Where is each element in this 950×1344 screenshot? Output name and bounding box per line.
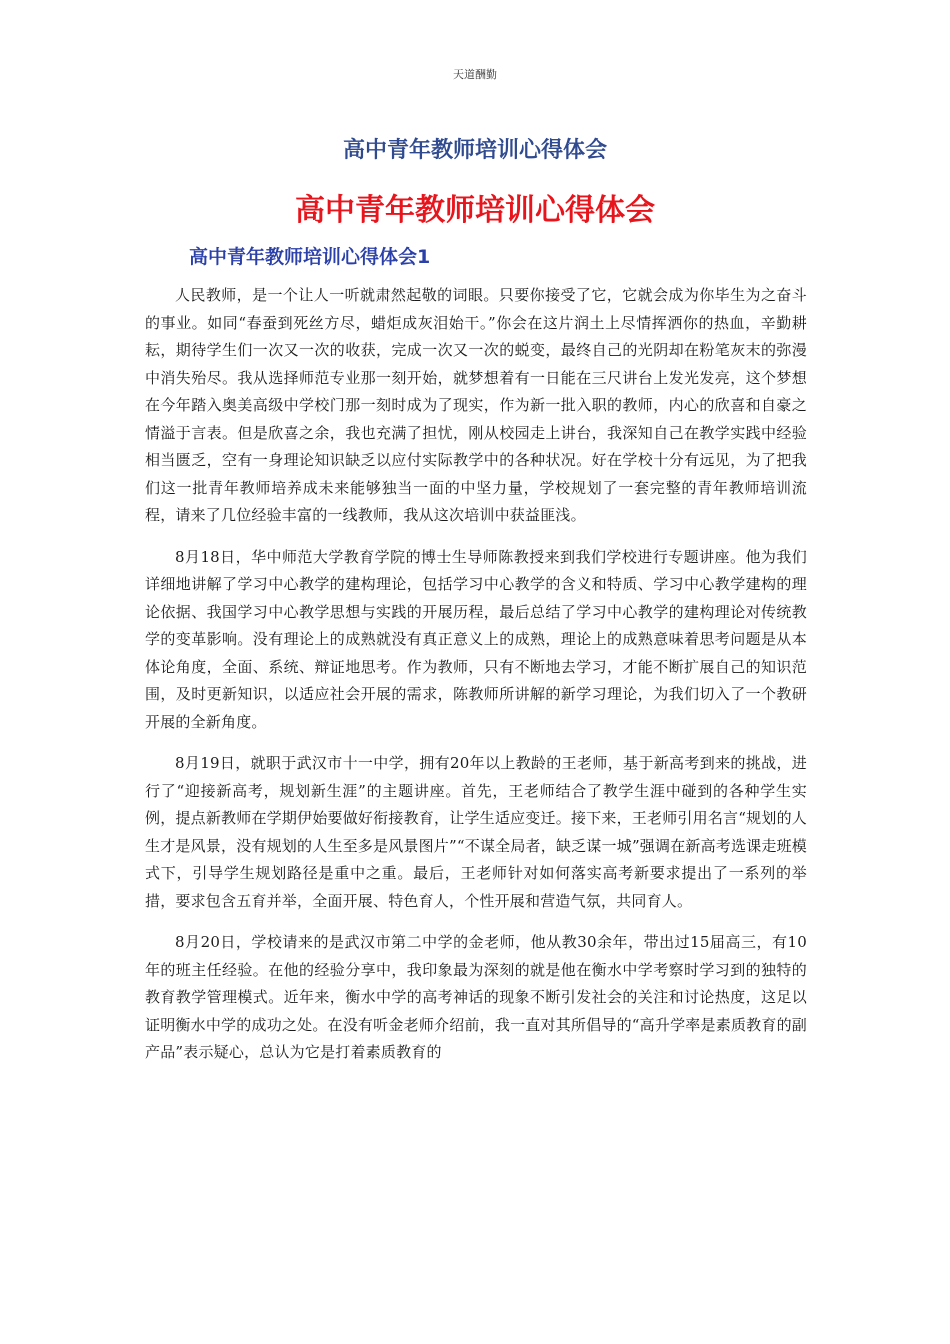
header-note: 天道酬勤	[453, 68, 497, 81]
document-body	[145, 282, 807, 1081]
document-title-small: 高中青年教师培训心得体会	[342, 138, 607, 163]
paragraph: 8月20日，学校请来的是武汉市第二中学的金老师，他从教30余年，带出过15届高三，有10年的班主任经验。在他的经验分享中，我印象最为深刻的就是他在衡水中学考察时学习到的独特的教育教学管理模式。近年来，衡水中学的高考神话的现象不断引发社会的关注和讨论热度，这足以证明衡水中学的成功之处。在没有听金老师介绍前，我一直对其所倡导的“高升学率是素质教育的副产品”表示疑心，总认为它是打着素质教育的	[145, 933, 807, 1061]
paragraph: 人民教师，是一个让人一听就肃然起敬的词眼。只要你接受了它，它就会成为你毕生为之奋斗的事业。如同“春蚕到死丝方尽，蜡炬成灰泪始干。”你会在这片润土上尽情挥洒你的热血，辛勤耕耘，期待学生们一次又一次的收获，完成一次又一次的蜕变，最终自己的光阴却在粉笔灰末的弥漫中消失殆尽。我从选择师范专业那一刻开始，就梦想着有一日能在三尺讲台上发光发亮，这个梦想在今年踏入奥美高级中学校门那一刻时成为了现实，作为新一批入职的教师，内心的欣喜和自豪之情溢于言表。但是欣喜之余，我也充满了担忧，刚从校园走上讲台，我深知自己在教学实践中经验相当匮乏，空有一身理论知识缺乏以应付实际教学中的各种状况。好在学校十分有远见，为了把我们这一批青年教师培养成未来能够独当一面的中坚力量，学校规划了一套完整的青年教师培训流程，请来了几位经验丰富的一线教师，我从这次培训中获益匪浅。	[145, 286, 807, 524]
paragraph: 8月19日，就职于武汉市十一中学，拥有20年以上教龄的王老师，基于新高考到来的挑战，进行了“迎接新高考，规划新生涯”的主题讲座。首先，王老师结合了教学生涯中碰到的各种学生实例，提点新教师在学期伊始要做好衔接教育，让学生适应变迁。接下来，王老师引用名言“规划的人生才是风景，没有规划的人生至多是风景图片”“不谋全局者，缺乏谋一城”强调在新高考选课走班模式下，引导学生规划路径是重中之重。最后，王老师针对如何落实高考新要求提出了一系列的举措，要求包含五育并举，全面开展、特色育人，个性开展和营造气氛，共同育人。	[145, 754, 808, 910]
document-title-main: 高中青年教师培训心得体会	[295, 193, 655, 228]
paragraph: 8月18日，华中师范大学教育学院的博士生导师陈教授来到我们学校进行专题讲座。他为我们详细地讲解了学习中心教学的建构理论，包括学习中心教学的含义和特质、学习中心教学建构的理论依据、我国学习中心教学思想与实践的开展历程，最后总结了学习中心教学的建构理论对传统教学的变革影响。没有理论上的成熟就没有真正意义上的成熟，理论上的成熟意味着思考问题是从本体论角度，全面、系统、辩证地思考。作为教师，只有不断地去学习，才能不断扩展自己的知识范围，及时更新知识，以适应社会开展的需求，陈教师所讲解的新学习理论，为我们切入了一个教研开展的全新角度。	[145, 547, 807, 731]
section-heading: 高中青年教师培训心得体会1	[189, 246, 431, 268]
